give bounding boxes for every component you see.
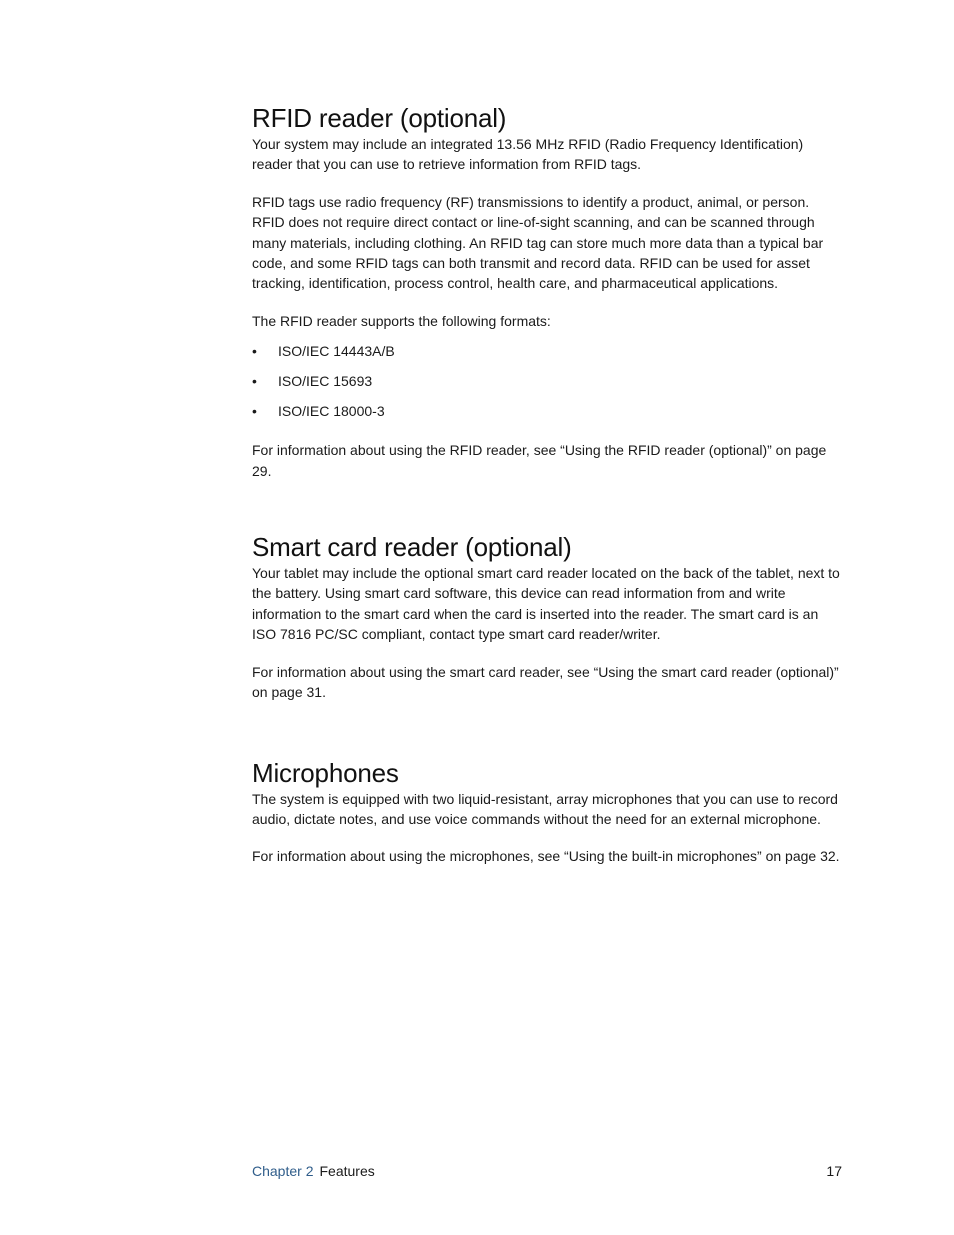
section-heading: Smart card reader (optional) [252,532,572,563]
cross-reference-paragraph: For information about using the RFID reader, see “Using the RFID reader (optional)” on page 29. [252,442,827,479]
page-number: 17 [826,1163,842,1179]
section-heading: Microphones [252,757,399,788]
paragraph: The RFID reader supports the following formats: [252,312,551,329]
cross-reference-paragraph: For information about using the microphones, see “Using the built-in microphones” on page 32. [252,848,840,865]
bullet-icon: • [252,343,257,360]
section-heading: RFID reader (optional) [252,103,507,133]
list-item-text: ISO/IEC 18000-3 [278,403,385,420]
chapter-title: Features [319,1163,375,1179]
bullet-icon: • [252,403,257,420]
page-content [252,102,844,884]
page-footer [252,1161,842,1181]
list-item [252,341,844,361]
paragraph: The system is equipped with two liquid-resistant, array microphones that you can use to record audio, dictate notes, and use voice commands without the need for an external microphone. [252,790,838,827]
paragraph: Your system may include an integrated 13.56 MHz RFID (Radio Frequency Identification) reader that you can use to retrieve information from RFID tags. [252,136,804,173]
list-item [252,401,844,421]
section-rfid [252,102,844,481]
cross-reference-paragraph: For information about using the smart card reader, see “Using the smart card reader (optional)” on page 31. [252,663,839,701]
section-microphones [252,757,844,867]
formats-list [252,341,844,421]
list-item [252,371,844,391]
list-item-text: ISO/IEC 15693 [278,373,373,390]
chapter-label: Chapter 2 [252,1163,314,1179]
list-item-text: ISO/IEC 14443A/B [278,343,395,360]
bullet-icon: • [252,373,257,390]
paragraph: Your tablet may include the optional smart card reader located on the back of the tablet, next to the battery. Using smart card software, this device can read information from and write information to the smart card when the card is inserted into the reader. The smart card is an ISO 7816 PC/SC compliant, contact type smart card reader/writer. [252,565,840,643]
paragraph: RFID tags use radio frequency (RF) transmissions to identify a product, animal, or person. RFID does not require direct contact or line-of-sight scanning, and can be scanned through many materials, including clothing. An RFID tag can store much more data than a typical bar code, and some RFID tags can both transmit and record data. RFID can be used for asset tracking, identification, process control, health care, and pharmaceutical applications. [252,193,824,292]
section-smart-card [252,531,844,702]
